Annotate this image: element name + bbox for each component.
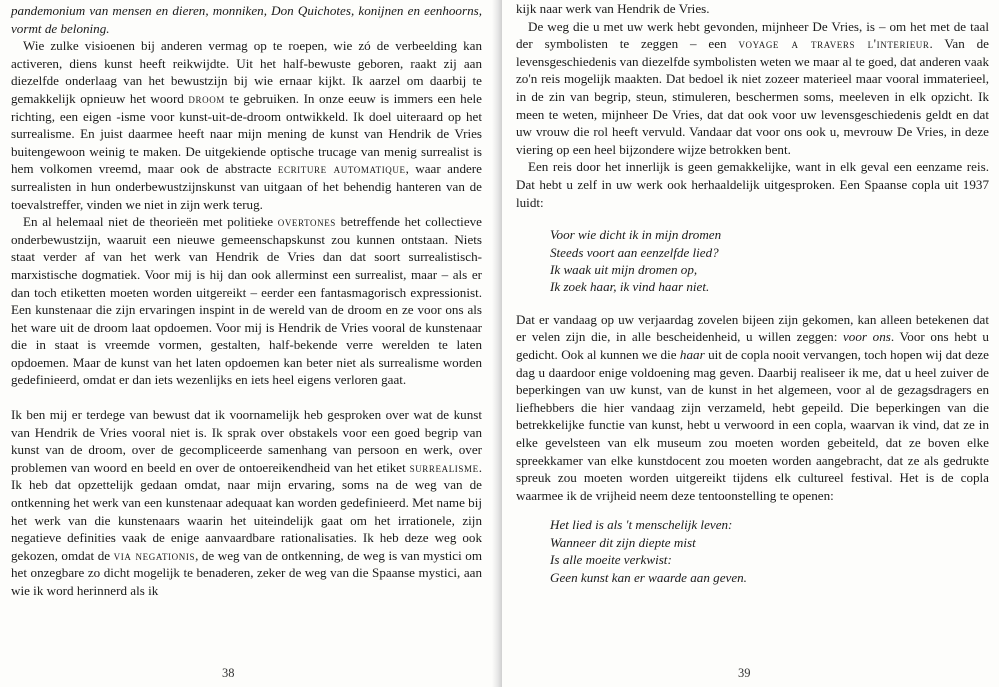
paragraph [516, 311, 989, 505]
text-run: Dat er vandaag op uw verjaardag zovelen bijeen zijn gekomen, kan alleen betekenen dat er velen zijn die, in alle bescheidenheid, u willen zeggen: [516, 311, 989, 345]
text-run: . Ik heb dat opzettelijk gedaan omdat, naar mijn ervaring, soms na de weg van de ontkenning het werk van een kunstenaar adequaat kan worden gedefinieerd. Met name bij het werk van die kunstenaars waarin het uiteindelijk gaat om het irrationele, zijn negatieve definities vaak de enige aanvaardbare rationalisaties. Ik heb deze weg ook gekozen, omdat de [11, 459, 482, 563]
right-page [496, 0, 999, 687]
poem-line: Wanneer dit zijn diepte mist [550, 534, 696, 550]
text-run: betreffende het collectieve onderbewustzijn, waaruit een nieuwe gemeenschapskunst zou kunnen ontstaan. Niets staat verder af van het werk van Hendrik de Vries dan dat soort surrealistisch-marxistische dogmatiek. Voor mij is hij dan ook allerminst een surrealist, maar – als er dan toch etiketten moeten worden uitgereikt – eerder een fantasmagorisch expressionist. Een kunstenaar die zijn ervaringen inspint in de wereld van de droom en ze voor ons als het ware uit de droom laat opdoemen. Voor mij is Hendrik de Vries vooral de kunstenaar die in staat is vreemde vormen, gestalten, half-bekende verre werelden te laten opdoemen. Maar de kunst van het laten opdoemen kan beter niet als surrealisme worden gedefinieerd, omdat er dan iets wezenlijks en iets heel eigens verloren gaat. [11, 214, 482, 388]
poem-line: Voor wie dicht ik in mijn dromen [550, 227, 722, 243]
text-run: Wie zulke visioenen bij anderen vermag op te roepen, wie zó de verbeelding kan activeren, diens kunst heeft reikwijdte. Uit het half-bewuste geboren, raakt zij aan diezelfde onderlaag van het bewustzijn bij wie ernaar kijkt. Ik aarzel om daarbij te gemakkelijk opnieuw het woord [11, 38, 482, 106]
paragraph: kijk naar werk van Hendrik de Vries. [516, 1, 710, 16]
text-run: te gebruiken. In onze eeuw is immers een hele richting, een eigen -isme voor kunst-uit-de-droom ontwikkeld. Ik doel uiteraard op het surrealisme. En juist daarmee heeft naar mijn mening de kunst van Hendrik de Vries buitengewoon weinig te maken. De uitgekiende optische trucage van menig surrealist is hem volkomen vreemd, maar ook de abstracte [11, 90, 482, 177]
poem-line: Ik zoek haar, ik vind haar niet. [550, 279, 710, 295]
paragraph [11, 2, 482, 37]
text-run: . Voor ons hebt u gedicht. Ook al kunnen we die [516, 329, 989, 362]
paragraph [11, 37, 482, 213]
italic-text: haar [679, 346, 705, 362]
page-number: 39 [738, 666, 751, 680]
text-run: Ik ben mij er terdege van bewust dat ik voornamelijk heb gesproken over wat de kunst van Hendrik de Vries vooral niet is. Ik sprak over obstakels voor een goed begrip van kunst van de droom, over de gecompliceerde samenhang van persoon en werk, over problemen van woord en beeld en over de ontoereikendheid van het etiket [11, 407, 482, 475]
poem-line: Het lied is als 't menschelijk leven: [550, 517, 733, 533]
paragraph [11, 406, 482, 600]
poem-copla-1 [550, 226, 989, 296]
text-run: , de weg van de ontkenning, de weg is van mystici om het onzegbare zo dicht mogelijk te benaderen, zeker de weg van die Spaanse mystici, aan wie ik word herinnerd als ik [11, 547, 482, 598]
small-caps-term: ecriture automatique [277, 161, 406, 177]
paragraph [516, 18, 989, 159]
small-caps-term: surrealisme [409, 459, 479, 475]
small-caps-term: voyage a travers l'interieur [738, 36, 930, 52]
left-page [0, 0, 496, 687]
small-caps-term: via negationis [113, 547, 196, 563]
poem-line: Ik waak uit mijn dromen op, [550, 261, 698, 277]
paragraph: Een reis door het innerlijk is geen gemakkelijke, want in elk geval een eenzame reis. Dat hebt u zelf in uw werk ook herhaaldelijk uitgesproken. Een Spaanse copla uit 1937 luidt: [516, 159, 989, 210]
page-number: 38 [222, 666, 235, 680]
right-page-text [516, 0, 989, 586]
poem-line: Steeds voort aan eenzelfde lied? [550, 244, 719, 260]
paragraph [11, 213, 482, 389]
small-caps-term: overtones [277, 214, 336, 230]
text-run: , waar andere surrealisten in hun onderbewustzijnskunst van uitgaan of het behendig hanteren van de toevalstreffer, vinden we niet in zijn werk terug. [11, 161, 482, 212]
text-run: uit de copla nooit vervangen, toch hopen wij dat deze dag u daardoor enige voldoening mag geven. Daarbij realiseer ik me, dat u heel zuiver de beperkingen van uw kunst, van de kunst in het algemeen, voor al de gezagsdragers en liefhebbers die hier vandaag zijn verzameld, hebt gepeild. Die beperkingen van die betrekkelijke functie van kunst, hebt u verwoord in een copla, waarvan ik vind, dat ze in elke gevelsteen van elk museum zou moeten worden gebeiteld, dat ze boven elke spreekkamer van elke kunstdocent zou moeten worden aangebracht, dat ze als gedrukte spreuk zou moeten worden uitgereikt tijdens elk cultureel festival. Het is de copla waarmee ik de vrijheid neem deze tentoonstelling te openen: [516, 346, 989, 503]
text-run: . Van de levensgeschiedenis van diezelfde symbolisten weten we maar al te goed, dat anderen vaak zo'n reis mogelijk maakten. Dat bedoel ik niet zozeer materieel maar vooral immaterieel, in de zin van begrip, steun, stimuleren, beschermen soms, meeleven in elk opzicht. Ik meen te weten, mijnheer De Vries, dat dat ook voor uw levensgeschiedenis geldt en dat uw vrouw die rol heeft vervuld. Vandaar dat voor ons ook u, mevrouw De Vries, in deze viering op een heel bijzondere wijze betrokken bent. [516, 36, 989, 157]
poem-line: Geen kunst kan er waarde aan geven. [550, 569, 747, 585]
poem-copla-2 [550, 516, 989, 586]
text-run: En al helemaal niet de theorieën met politieke [23, 214, 274, 230]
text-run: De weg die u met uw werk hebt gevonden, mijnheer De Vries, is – om het met de taal der symbolisten te zeggen – een [516, 18, 989, 52]
italic-text: pandemonium van mensen en dieren, monniken, Don Quichotes, konijnen en eenhoorns, vormt de beloning. [11, 3, 482, 36]
italic-text: voor ons [843, 329, 891, 345]
small-caps-term: droom [188, 90, 225, 106]
book-gutter [492, 0, 502, 687]
left-page-text [11, 2, 482, 600]
poem-line: Is alle moeite verkwist: [550, 552, 672, 568]
